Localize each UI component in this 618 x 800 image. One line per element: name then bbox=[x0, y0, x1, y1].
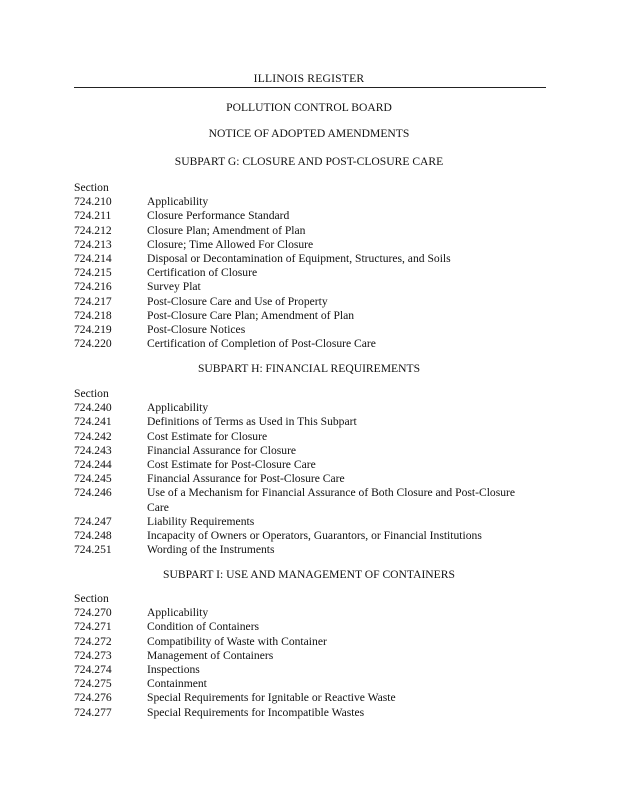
list-item bbox=[74, 295, 544, 309]
list-item bbox=[74, 238, 544, 252]
section-title: Post-Closure Care Plan; Amendment of Plan bbox=[147, 308, 355, 322]
section-number: 724.216 bbox=[74, 280, 112, 294]
section-title: Closure; Time Allowed For Closure bbox=[147, 237, 314, 251]
section-number: 724.271 bbox=[74, 620, 112, 634]
section-number: 724.214 bbox=[74, 252, 112, 266]
board-title: POLLUTION CONTROL BOARD bbox=[226, 101, 392, 114]
list-item bbox=[74, 677, 544, 691]
section-title: Condition of Containers bbox=[147, 620, 260, 634]
section-number: 724.220 bbox=[74, 337, 112, 351]
section-label: Section bbox=[74, 181, 109, 194]
section-number bbox=[74, 501, 147, 515]
section-number: 724.210 bbox=[74, 195, 112, 209]
section-title: Survey Plat bbox=[147, 280, 201, 294]
list-item bbox=[74, 458, 544, 472]
subpart-g-title: SUBPART G: CLOSURE AND POST-CLOSURE CARE bbox=[174, 155, 444, 168]
list-item bbox=[74, 280, 544, 294]
section-number: 724.276 bbox=[74, 691, 112, 705]
list-item bbox=[74, 691, 544, 705]
section-number: 724.247 bbox=[74, 514, 112, 528]
section-title: Care bbox=[147, 500, 169, 514]
subpart-i-list bbox=[74, 592, 544, 720]
section-title: Management of Containers bbox=[147, 648, 274, 662]
section-title: Definitions of Terms as Used in This Subpart bbox=[147, 415, 357, 429]
section-number: 724.243 bbox=[74, 443, 112, 457]
section-title: Cost Estimate for Post-Closure Care bbox=[147, 458, 316, 472]
section-title: Closure Performance Standard bbox=[147, 209, 290, 223]
list-item bbox=[74, 323, 544, 337]
section-number: 724.275 bbox=[74, 677, 112, 691]
list-item bbox=[74, 543, 544, 557]
subpart-i-title: SUBPART I: USE AND MANAGEMENT OF CONTAINERS bbox=[163, 568, 455, 581]
subpart-h-title: SUBPART H: FINANCIAL REQUIREMENTS bbox=[197, 362, 421, 375]
list-item bbox=[74, 486, 544, 500]
section-number: 724.272 bbox=[74, 634, 112, 648]
section-title: Inspections bbox=[147, 663, 200, 677]
section-number: 724.211 bbox=[74, 209, 112, 223]
list-item bbox=[74, 309, 544, 323]
section-number: 724.213 bbox=[74, 237, 112, 251]
section-title: Incapacity of Owners or Operators, Guarantors, or Financial Institutions bbox=[147, 529, 482, 543]
section-number: 724.212 bbox=[74, 223, 112, 237]
section-title: Wording of the Instruments bbox=[147, 543, 275, 557]
section-title: Compatibility of Waste with Container bbox=[147, 634, 327, 648]
section-title: Applicability bbox=[147, 606, 209, 620]
section-number: 724.241 bbox=[74, 415, 112, 429]
header-rule bbox=[74, 87, 546, 88]
list-item bbox=[74, 663, 544, 677]
section-title: Containment bbox=[147, 677, 207, 691]
list-item bbox=[74, 430, 544, 444]
section-number: 724.274 bbox=[74, 663, 112, 677]
subpart-h-list bbox=[74, 387, 544, 557]
section-title: Certification of Closure bbox=[147, 266, 258, 280]
list-item bbox=[74, 337, 544, 351]
section-title: Financial Assurance for Closure bbox=[147, 443, 297, 457]
section-title: Post-Closure Notices bbox=[147, 323, 246, 337]
subpart-g-list bbox=[74, 181, 544, 351]
section-number: 724.273 bbox=[74, 648, 112, 662]
list-item bbox=[74, 606, 544, 620]
notice-title: NOTICE OF ADOPTED AMENDMENTS bbox=[208, 127, 410, 140]
section-number: 724.219 bbox=[74, 323, 112, 337]
register-title: ILLINOIS REGISTER bbox=[253, 72, 365, 85]
list-item bbox=[74, 444, 544, 458]
section-number: 724.248 bbox=[74, 529, 112, 543]
list-item bbox=[74, 266, 544, 280]
section-title: Cost Estimate for Closure bbox=[147, 429, 268, 443]
section-title: Financial Assurance for Post-Closure Care bbox=[147, 472, 345, 486]
section-number: 724.245 bbox=[74, 472, 112, 486]
list-item bbox=[74, 252, 544, 266]
section-number: 724.246 bbox=[74, 486, 112, 500]
section-number: 724.215 bbox=[74, 266, 112, 280]
list-item-continuation bbox=[74, 501, 544, 515]
section-number: 724.244 bbox=[74, 458, 112, 472]
section-label: Section bbox=[74, 592, 109, 605]
section-number: 724.251 bbox=[74, 543, 112, 557]
list-item bbox=[74, 529, 544, 543]
section-title: Use of a Mechanism for Financial Assurance of Both Closure and Post-Closure bbox=[147, 486, 516, 500]
section-number: 724.240 bbox=[74, 401, 112, 415]
list-item bbox=[74, 620, 544, 634]
list-item bbox=[74, 649, 544, 663]
list-item bbox=[74, 195, 544, 209]
section-title: Special Requirements for Incompatible Wastes bbox=[147, 705, 365, 719]
list-item bbox=[74, 515, 544, 529]
list-item bbox=[74, 224, 544, 238]
section-number: 724.217 bbox=[74, 294, 112, 308]
section-title: Applicability bbox=[147, 195, 209, 209]
section-number: 724.270 bbox=[74, 606, 112, 620]
section-title: Closure Plan; Amendment of Plan bbox=[147, 223, 306, 237]
list-item bbox=[74, 401, 544, 415]
section-title: Certification of Completion of Post-Closure Care bbox=[147, 337, 376, 351]
list-item bbox=[74, 415, 544, 429]
section-title: Special Requirements for Ignitable or Reactive Waste bbox=[147, 691, 396, 705]
section-number: 724.277 bbox=[74, 705, 112, 719]
section-number: 724.242 bbox=[74, 429, 112, 443]
section-title: Applicability bbox=[147, 401, 209, 415]
list-item bbox=[74, 209, 544, 223]
section-title: Disposal or Decontamination of Equipment, Structures, and Soils bbox=[147, 252, 451, 266]
section-title: Liability Requirements bbox=[147, 514, 255, 528]
section-label: Section bbox=[74, 387, 109, 400]
list-item bbox=[74, 635, 544, 649]
list-item bbox=[74, 472, 544, 486]
list-item bbox=[74, 706, 544, 720]
section-number: 724.218 bbox=[74, 308, 112, 322]
section-title: Post-Closure Care and Use of Property bbox=[147, 294, 328, 308]
